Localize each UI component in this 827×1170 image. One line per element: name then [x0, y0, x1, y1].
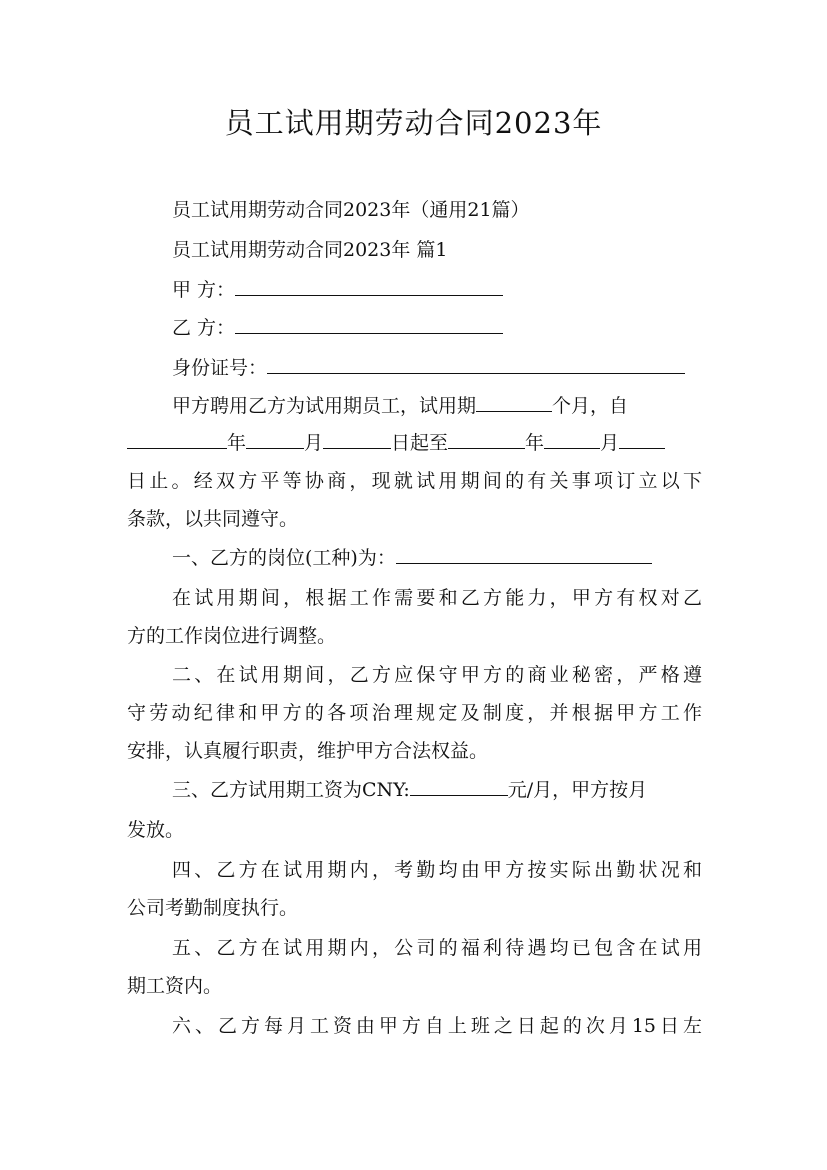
clause-3-line — [172, 772, 702, 809]
until-label: 日起至 — [391, 432, 449, 454]
party-b-line — [172, 310, 702, 347]
probation-line-1 — [172, 388, 702, 425]
month-label-1: 月 — [304, 432, 324, 454]
probation-text-2: 个月，自 — [552, 395, 629, 417]
document-title: 员工试用期劳动合同2023年 — [224, 106, 603, 140]
paragraph-line: 守劳动纪律和甲方的各项治理规定及制度，并根据甲方工作 — [127, 702, 702, 724]
party-a-blank — [235, 273, 503, 296]
paragraph-line: 日止。经双方平等协商，现就试用期间的有关事项订立以下 — [127, 470, 702, 492]
position-blank — [396, 541, 652, 564]
paragraph-line: 发放。 — [127, 819, 185, 841]
clause-1-text: 一、乙方的岗位(工种)为： — [172, 547, 396, 569]
party-a-line — [172, 272, 702, 309]
clause-1-line — [172, 540, 702, 577]
paragraph-line: 安排，认真履行职责，维护甲方合法权益。 — [127, 740, 489, 762]
start-day-blank — [323, 426, 391, 449]
subtitle-line: 员工试用期劳动合同2023年（通用21篇） — [172, 199, 530, 221]
start-year-blank — [127, 426, 227, 449]
year-label-2: 年 — [525, 432, 545, 454]
party-b-blank — [235, 311, 503, 334]
probation-line-2 — [127, 425, 702, 462]
end-day-blank — [619, 426, 665, 449]
id-number-blank — [267, 351, 685, 374]
clause-5-line: 五、乙方在试用期内，公司的福利待遇均已包含在试用 — [172, 937, 702, 959]
paragraph-line: 期工资内。 — [127, 975, 223, 997]
party-b-label: 乙 方： — [172, 317, 236, 339]
end-month-blank — [544, 426, 600, 449]
months-blank — [476, 389, 552, 412]
end-year-blank — [448, 426, 525, 449]
paragraph-line: 在试用期间，根据工作需要和乙方能力，甲方有权对乙 — [172, 587, 702, 609]
id-number-line — [172, 350, 702, 387]
paragraph-line: 方的工作岗位进行调整。 — [127, 625, 337, 647]
clause-3-text-2: 元/月，甲方按月 — [507, 779, 648, 801]
id-number-label: 身份证号： — [172, 357, 268, 379]
clause-6-line: 六、乙方每月工资由甲方自上班之日起的次月15日左 — [172, 1015, 702, 1037]
salary-blank — [410, 773, 508, 796]
month-label-2: 月 — [600, 432, 620, 454]
paragraph-line: 公司考勤制度执行。 — [127, 897, 299, 919]
clause-3-text: 三、乙方试用期工资为CNY: — [172, 779, 410, 801]
section-heading: 员工试用期劳动合同2023年 篇1 — [172, 239, 448, 261]
paragraph-line: 条款，以共同遵守。 — [127, 508, 299, 530]
clause-2-line: 二、在试用期间，乙方应保守甲方的商业秘密，严格遵 — [172, 664, 702, 686]
party-a-label: 甲 方： — [172, 279, 236, 301]
start-month-blank — [246, 426, 304, 449]
probation-text-1: 甲方聘用乙方为试用期员工，试用期 — [172, 395, 477, 417]
clause-4-line: 四、乙方在试用期内，考勤均由甲方按实际出勤状况和 — [172, 859, 702, 881]
year-label-1: 年 — [227, 432, 247, 454]
